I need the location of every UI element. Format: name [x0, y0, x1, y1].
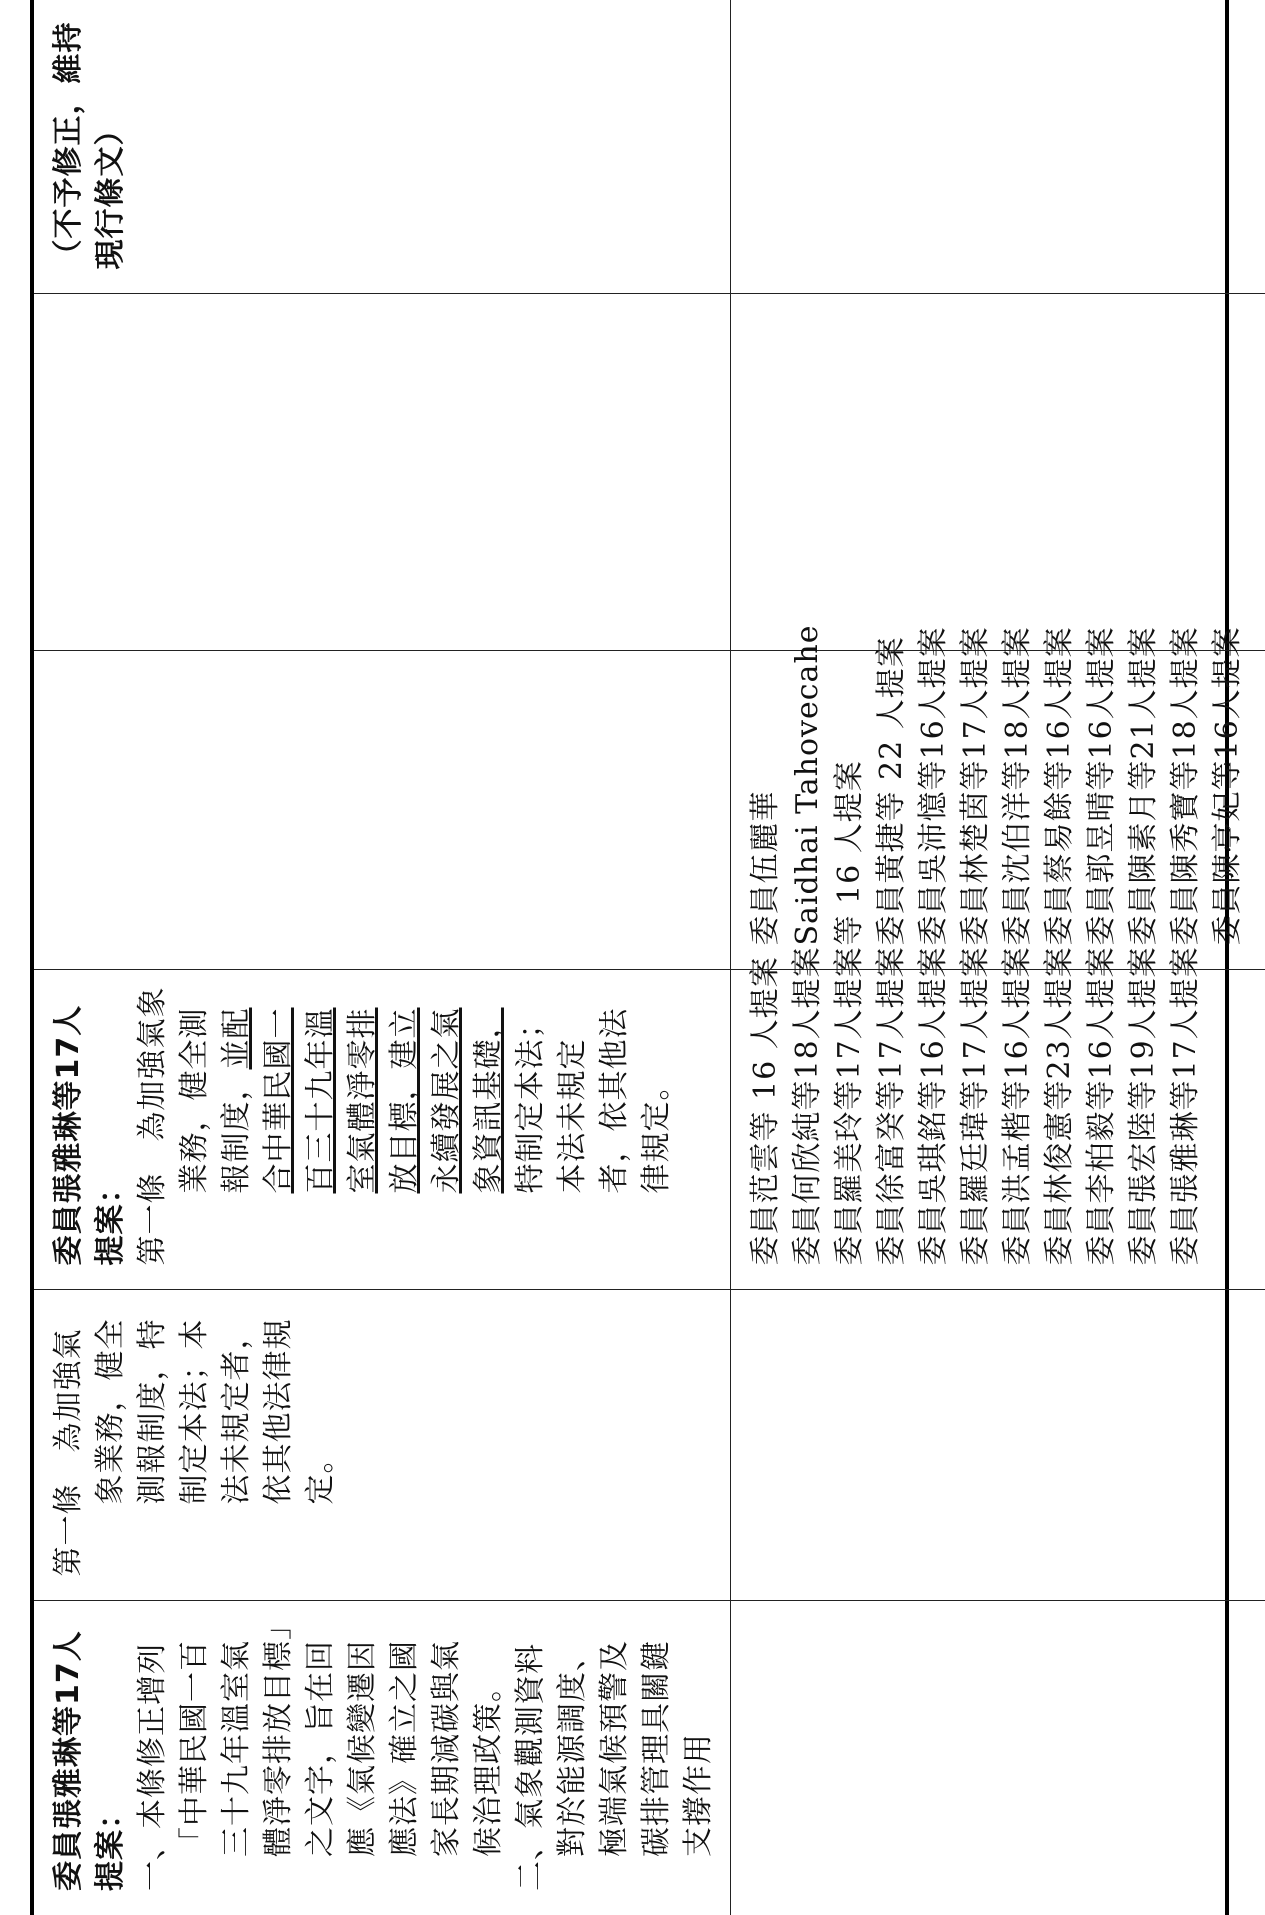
table-row-lower	[731, 0, 1265, 1915]
cell-lower-2	[731, 1290, 1265, 1601]
cell-upper-4	[34, 651, 731, 970]
proposer-line: 委員黃捷等 22 人提案	[874, 636, 909, 946]
proposer-line: Saidhai Tahovecahe	[790, 624, 825, 946]
cell-upper-2	[34, 1290, 731, 1601]
proposer-line: 委員郭昱晴等16人提案	[1084, 626, 1119, 946]
proposer-line: 委員沈伯洋等18人提案	[1000, 626, 1035, 946]
proposer-line: 委員陳亭妃等16人提案	[1210, 626, 1245, 946]
committee-decision-text: （不予修正，維持現行條文）	[51, 21, 128, 270]
proposer-line: 委員陳秀寶等18人提案	[1168, 626, 1203, 946]
explanation-paragraph-1: 一、本條修正增列「中華民國一百三十九年溫室氣體淨零排放目標」之文字，旨在回應《氣候變遷因應法》確立之國家長期減碳與氣候治理政策。	[135, 1624, 506, 1891]
cell-upper-3	[34, 970, 731, 1290]
proposer-line: 等 16 人提案	[832, 760, 867, 946]
amendment-comparison-table	[34, 0, 1265, 1915]
proposer-line: 委員蔡易餘等16人提案	[1042, 626, 1077, 946]
proposed-article-pre: 第一條 為加強氣象業務，健全測報制度，	[135, 986, 254, 1266]
proposer-line: 委員吳沛憶等16人提案	[916, 626, 951, 946]
cell-lower-6	[731, 0, 1265, 294]
proposer-line: 委員伍麗華	[748, 790, 783, 946]
proposer-line: 委員林俊憲等23人提案	[1042, 946, 1077, 1266]
cell-lower-5	[731, 294, 1265, 651]
proposer-line: 委員洪孟楷等16人提案	[1000, 946, 1035, 1266]
cell-lower-3	[731, 946, 1265, 1290]
proposer-line: 委員羅美玲等17人提案	[832, 946, 867, 1266]
proposer-line: 委員何欣純等18人提案	[790, 946, 825, 1266]
proposer-line: 委員吳琪銘等16人提案	[916, 946, 951, 1266]
cell-lower-4	[731, 624, 1265, 970]
proposer-line: 委員張雅琳等17人提案	[1168, 946, 1203, 1266]
explanation-paragraph-2: 二、氣象觀測資料對於能源調度、極端氣候預警及碳排管理具關鍵支撐作用	[513, 1640, 716, 1891]
proposer-line: 委員羅廷瑋等17人提案	[958, 946, 993, 1266]
proposer-line: 委員徐富癸等17人提案	[874, 946, 909, 1266]
cell-upper-6	[34, 0, 731, 294]
cell-lower-1	[731, 1601, 1265, 1915]
proposer-line: 委員張宏陸等19人提案	[1126, 946, 1161, 1266]
proposal-header-article: 委員張雅琳等17人提案：	[51, 1004, 128, 1266]
proposed-article-text	[132, 985, 678, 1266]
proposer-line: 委員李柏毅等16人提案	[1084, 946, 1119, 1266]
table-row-upper	[34, 0, 731, 1915]
proposed-article-post: 特制定本法；本法未規定者，依其他法律規定。	[513, 1007, 674, 1194]
proposer-line: 委員范雲等 16 人提案	[748, 956, 783, 1266]
proposer-line: 委員林楚茵等17人提案	[958, 626, 993, 946]
current-article-text: 第一條 為加強氣象業務，健全測報制度，特制定本法；本法未規定者，依其他法律規定。	[51, 1318, 338, 1577]
cell-upper-1	[34, 1601, 731, 1915]
proposal-header-notes: 委員張雅琳等17人提案：	[51, 1630, 128, 1891]
cell-upper-5	[34, 294, 731, 651]
proposer-line: 委員陳素月等21人提案	[1126, 626, 1161, 946]
proposed-article-underlined: 並配合中華民國一百三十九年溫室氣體淨零排放目標，建立永續發展之氣象資訊基礎，	[219, 1007, 506, 1194]
